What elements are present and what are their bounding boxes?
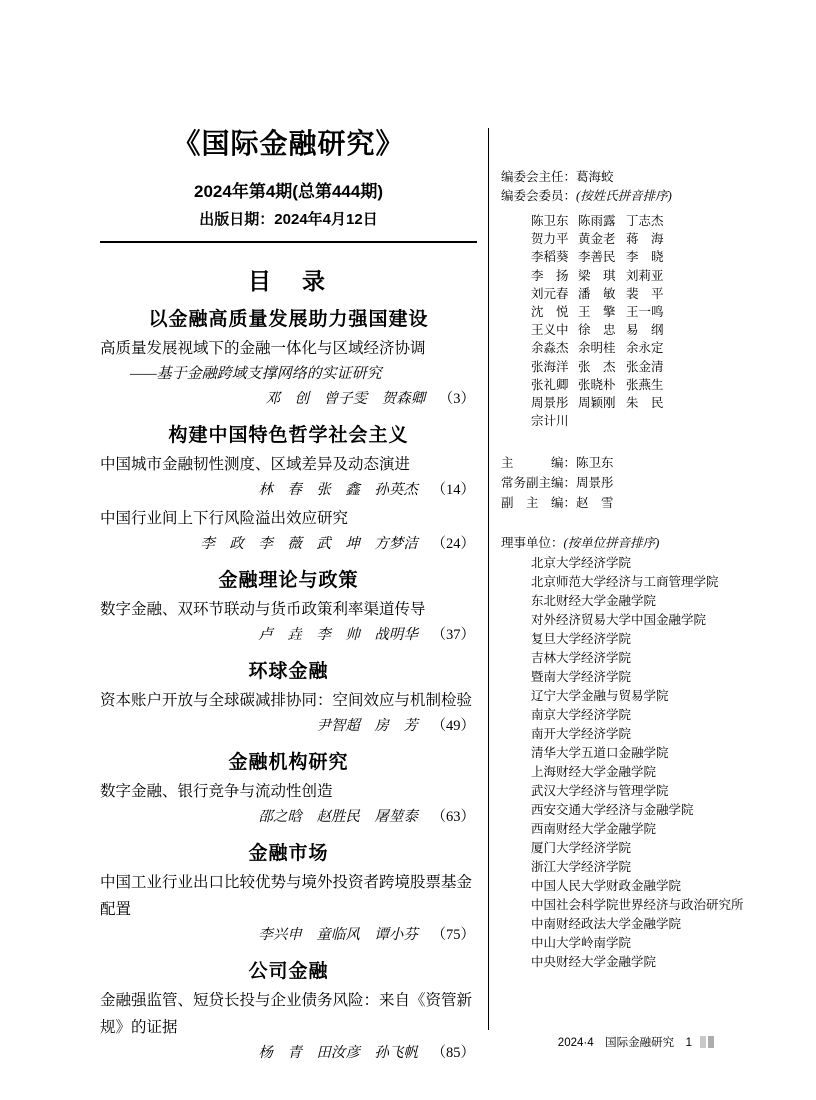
author-names: 林 春 张 鑫 孙英杰: [258, 482, 418, 498]
board-member: 周颖刚: [578, 395, 616, 410]
article-page-number: （24）: [431, 536, 475, 552]
article-authors-line: [100, 478, 477, 503]
vertical-divider: [488, 128, 489, 1030]
board-member: 余永定: [626, 341, 664, 356]
section-heading: 构建中国特色哲学社会主义: [168, 425, 409, 446]
board-member: 丁志杰: [626, 214, 664, 228]
board-member: 刘元春: [531, 286, 569, 301]
toc-article: [100, 869, 477, 948]
council-institution: 厦门大学经济学院: [531, 841, 632, 856]
toc-article: [100, 451, 477, 503]
author-names: 卢 垚 李 帅 战明华: [258, 627, 418, 643]
page-footer: [558, 1034, 714, 1050]
council-institution: 东北财经大学金融学院: [531, 594, 657, 609]
board-member: 梁 琪: [578, 268, 616, 283]
board-member: 周景彤: [531, 395, 569, 410]
section-heading: 金融市场: [248, 843, 329, 864]
article-title: 数字金融、银行竞争与流动性创造: [100, 783, 333, 800]
toc-article: [100, 596, 477, 648]
council-institution: 南开大学经济学院: [531, 727, 632, 742]
council-institution: 中国社会科学院世界经济与政治研究所: [531, 898, 744, 913]
author-names: 李 政 李 薇 武 坤 方梦洁: [200, 536, 418, 552]
board-member-row: [531, 358, 749, 376]
council-institution: 清华大学五道口金融学院: [531, 746, 669, 761]
article-title: 金融强监管、短贷长投与企业债务风险：来自《资管新规》的证据: [100, 992, 473, 1036]
section-heading: 金融理论与政策: [218, 570, 359, 591]
council-header: [501, 534, 749, 553]
council-institution: 上海财经大学金融学院: [531, 765, 657, 780]
board-member: 蒋 海: [626, 232, 664, 247]
author-names: 尹智超 房 芳: [316, 718, 418, 734]
author-names: 杨 青 田汝彦 孙飞帆: [258, 1045, 418, 1061]
council-institution: 辽宁大学金融与贸易学院: [531, 689, 669, 704]
board-member: 余明桂: [578, 341, 616, 356]
article-page-number: （37）: [431, 627, 475, 643]
board-member-row: [531, 230, 749, 248]
chief-editor-line: 主 编：陈卫东: [501, 456, 614, 471]
council-institution: 中南财经政法大学金融学院: [531, 917, 682, 932]
author-names: 邓 创 曾子雯 贺森卿: [265, 391, 426, 407]
editors-block: [501, 453, 749, 513]
board-member: 张燕生: [626, 377, 664, 392]
left-column: [100, 122, 477, 1066]
board-member: [578, 412, 626, 431]
section-heading: 以金融高质量发展助力强国建设: [148, 309, 429, 330]
toc-section: [100, 307, 477, 412]
board-member: 王 擎: [578, 304, 616, 319]
board-member-row: [531, 412, 749, 430]
board-member: 黄金老: [578, 232, 616, 247]
board-member: 徐 忠: [578, 323, 616, 338]
article-authors-line: [100, 532, 477, 557]
section-heading: 环球金融: [248, 661, 329, 682]
council-institution: 西南财经大学金融学院: [531, 822, 657, 837]
board-member: 李善民: [578, 250, 616, 265]
board-member-row: [531, 212, 749, 230]
council-institution: 对外经济贸易大学中国金融学院: [531, 613, 707, 628]
board-member: 沈 悦: [531, 304, 569, 319]
article-page-number: （14）: [431, 482, 475, 498]
board-member: 陈雨露: [578, 214, 616, 228]
board-member-row: [531, 339, 749, 357]
council-list: [501, 554, 749, 972]
article-title: 中国城市金融韧性测度、区域差异及动态演进: [100, 456, 411, 473]
board-member: 张金清: [626, 359, 664, 374]
article-page-number: （63）: [431, 809, 475, 825]
board-members-note: (按姓氏拼音排序): [576, 189, 672, 203]
board-member: 张海洋: [531, 359, 569, 374]
toc-article: [100, 335, 477, 412]
article-authors-line: [100, 1041, 477, 1066]
article-title: 中国工业行业出口比较优势与境外投资者跨境股票基金配置: [100, 874, 473, 918]
vice-chief-editor-line: 副 主 编：赵 雪: [501, 496, 614, 511]
board-member-row: [531, 321, 749, 339]
article-subtitle: ——基于金融跨域支撑网络的实证研究: [130, 366, 382, 382]
board-member: 余淼杰: [531, 341, 569, 356]
board-members-header: [501, 187, 749, 206]
board-member: 张 杰: [578, 359, 616, 374]
board-member: 李 扬: [531, 268, 569, 283]
toc-section: [100, 841, 477, 948]
toc-section: [100, 659, 477, 739]
journal-title: 《国际金融研究》: [172, 128, 405, 159]
board-member: 王一鸣: [626, 304, 664, 319]
board-member: 张礼卿: [531, 377, 569, 392]
toc-article: [100, 687, 477, 739]
deputy-chief-editor-line: 常务副主编：周景彤: [501, 476, 614, 491]
footer-mark: [708, 1036, 714, 1048]
board-member: 朱 民: [626, 395, 664, 410]
council-institution: 北京大学经济学院: [531, 556, 632, 571]
board-members-list: [501, 212, 749, 430]
council-institution: 中央财经大学金融学院: [531, 955, 657, 970]
toc-title: 目 录: [248, 268, 329, 294]
author-names: 李兴申 童临风 谭小芬: [258, 927, 418, 943]
council-institution: 北京师范大学经济与工商管理学院: [531, 575, 719, 590]
council-institution: 武汉大学经济与管理学院: [531, 784, 669, 799]
publication-date-line: 出版日期：2024年4月12日: [199, 211, 378, 228]
section-heading: 公司金融: [248, 961, 329, 982]
board-member-row: [531, 376, 749, 394]
toc-article: [100, 987, 477, 1066]
council-institution: 西安交通大学经济与金融学院: [531, 803, 694, 818]
article-page-number: （3）: [438, 391, 475, 407]
board-member: 李 晓: [626, 250, 664, 265]
article-authors-line: [100, 623, 477, 648]
article-title: 数字金融、双环节联动与货币政策利率渠道传导: [100, 601, 426, 618]
board-member: 王义中: [531, 323, 569, 338]
council-institution: 浙江大学经济学院: [531, 860, 632, 875]
article-page-number: （85）: [431, 1045, 475, 1061]
toc-section: [100, 959, 477, 1066]
article-title: 资本账户开放与全球碳减排协同：空间效应与机制检验: [100, 692, 473, 709]
article-authors-line: [100, 387, 477, 412]
council-institution: 吉林大学经济学院: [531, 651, 632, 666]
toc-article: [100, 505, 477, 557]
toc-article: [100, 778, 477, 830]
footer-mark: [700, 1036, 706, 1048]
footer-text: 2024·4 国际金融研究 1: [557, 1037, 692, 1049]
article-authors-line: [100, 714, 477, 739]
board-members-label: 编委会委员：: [501, 189, 577, 203]
council-institution: 中山大学岭南学院: [531, 936, 632, 951]
toc-section: [100, 568, 477, 648]
board-director-line: 编委会主任：葛海蛟: [501, 170, 614, 184]
council-institution: 中国人民大学财政金融学院: [531, 879, 682, 894]
issue-line: 2024年第4期(总第444期): [194, 182, 383, 201]
board-member: [626, 412, 749, 431]
board-member: 易 纲: [626, 323, 664, 338]
council-note: (按单位拼音排序): [563, 536, 660, 551]
article-title: 高质量发展视域下的金融一体化与区域经济协调: [100, 340, 426, 357]
section-heading: 金融机构研究: [228, 752, 349, 773]
board-member: 潘 敏: [578, 286, 616, 301]
board-member-row: [531, 285, 749, 303]
article-page-number: （75）: [431, 927, 475, 943]
council-institution: 复旦大学经济学院: [531, 632, 632, 647]
board-member-row: [531, 394, 749, 412]
author-names: 邵之晗 赵胜民 屠堃泰: [258, 809, 418, 825]
board-member-row: [531, 267, 749, 285]
board-member: 刘莉亚: [626, 268, 664, 283]
toc-section: [100, 423, 477, 557]
right-column: [501, 168, 749, 972]
article-authors-line: [100, 805, 477, 830]
board-member: 陈卫东: [531, 214, 569, 228]
board-member-row: [531, 303, 749, 321]
board-member-row: [531, 248, 749, 266]
board-member: 李稻葵: [531, 250, 569, 265]
board-member: 裴 平: [626, 286, 664, 301]
council-institution: 南京大学经济学院: [531, 708, 632, 723]
article-page-number: （49）: [431, 718, 475, 734]
toc-section: [100, 750, 477, 830]
article-authors-line: [100, 923, 477, 948]
horizontal-rule: [100, 241, 477, 243]
board-member: 张晓朴: [578, 377, 616, 392]
board-member: 贺力平: [531, 232, 569, 247]
council-institution: 暨南大学经济学院: [531, 670, 632, 685]
article-title: 中国行业间上下行风险溢出效应研究: [100, 510, 349, 527]
council-label: 理事单位：: [501, 536, 564, 551]
board-member: 宗计川: [531, 414, 569, 429]
